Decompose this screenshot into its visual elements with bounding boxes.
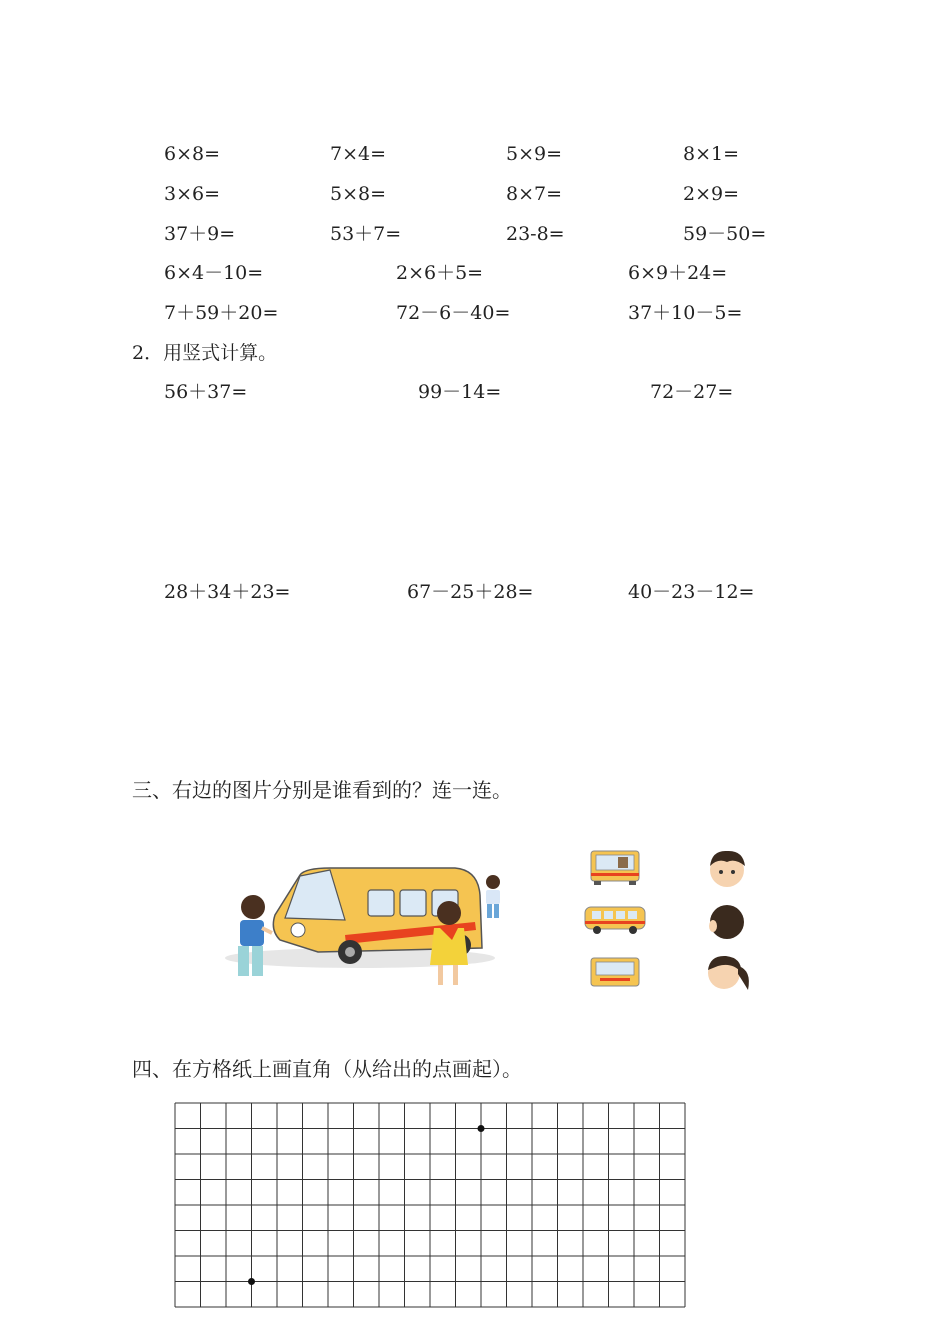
oral-problem-r4c2: 2×6＋5= (396, 262, 484, 284)
oral-problem-r1c2: 7×4= (330, 143, 387, 165)
oral-problem-r4c3: 6×9＋24= (628, 262, 728, 284)
boy-back-head (709, 905, 744, 939)
start-point-dot-2[interactable] (248, 1278, 255, 1285)
oral-problem-r5c1: 7＋59＋20= (164, 302, 279, 324)
bus-side-view-picture (585, 907, 645, 934)
oral-problem-r3c3: 23-8= (506, 223, 565, 245)
section3-title: 三、右边的图片分别是谁看到的？连一连。 (132, 778, 512, 802)
vertical-problem-3: 72－27= (650, 381, 734, 403)
oral-problem-r5c3: 37＋10－5= (628, 302, 743, 324)
vertical-problem-1: 56＋37= (164, 381, 248, 403)
vertical-problem-2: 99－14= (418, 381, 502, 403)
oral-problem-r2c2: 5×8= (330, 183, 387, 205)
oral-problem-r2c3: 8×7= (506, 183, 563, 205)
section4-title: 四、在方格纸上画直角（从给出的点画起）。 (132, 1057, 522, 1081)
oral-problem-r1c1: 6×8= (164, 143, 221, 165)
bus-rear-view-picture (591, 851, 639, 885)
section2-title: 2．用竖式计算。 (132, 342, 278, 364)
oral-problem-r2c4: 2×9= (683, 183, 740, 205)
vertical-problem-5: 67－25＋28= (407, 581, 534, 603)
vertical-problem-6: 40－23－12= (628, 581, 755, 603)
oral-problem-r1c3: 5×9= (506, 143, 563, 165)
oral-problem-r4c1: 6×4－10= (164, 262, 264, 284)
oral-problem-r2c1: 3×6= (164, 183, 221, 205)
oral-problem-r5c2: 72－6－40= (396, 302, 511, 324)
graph-paper-grid[interactable] (174, 1102, 686, 1308)
girl-head (708, 956, 749, 990)
oral-problem-r3c4: 59－50= (683, 223, 767, 245)
start-point-dot-1[interactable] (478, 1125, 485, 1132)
oral-problem-r3c1: 37＋9= (164, 223, 236, 245)
oral-problem-r1c4: 8×1= (683, 143, 740, 165)
oral-problem-r3c2: 53＋7= (330, 223, 402, 245)
vertical-problem-4: 28＋34＋23= (164, 581, 291, 603)
boy-face-head (710, 851, 745, 887)
boy-far-figure (486, 875, 500, 918)
bus-front-view-picture (591, 958, 639, 986)
